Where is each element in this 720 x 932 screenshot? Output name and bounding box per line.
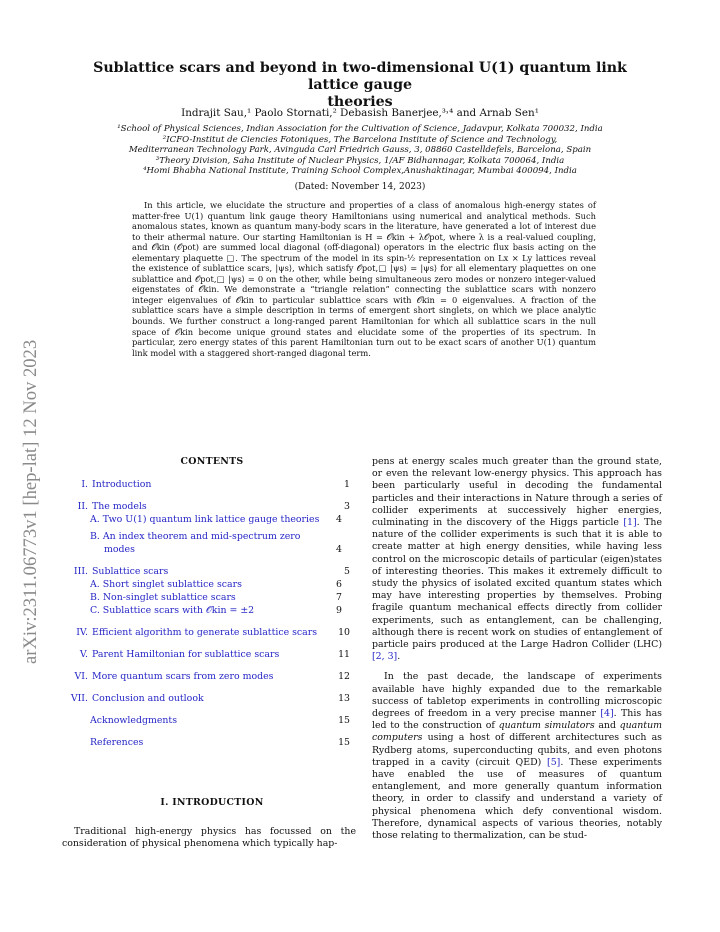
text-run: pens at energy scales much greater than the ground state, or even the relevant low-energy physics. This approach has been particularly useful in decoding the fundamental particles and their interactions in Nature through a series of collider experiments at successively higher energies, culminating in the discovery of the Higgs particle [372, 456, 662, 529]
toc-number: I. [81, 479, 88, 490]
arxiv-stamp-svg [18, 248, 42, 668]
text-run: and [594, 720, 620, 732]
toc-item-sublattice-scars[interactable] [60, 565, 356, 578]
toc-label: Acknowledgments [90, 715, 178, 726]
section-heading-introduction: I. INTRODUCTION [160, 797, 264, 808]
affiliation-line: Mediterranean Technology Park, Avinguda Carl Friedrich Gauss, 3, 08860 Castelldefels, Barcelona, Spain [128, 145, 592, 155]
text-run: . These experiments have enabled the use of measures of quantum entanglement, and more generally quantum information theory, in order to classify and understand a variety of physical phenomena which defy conventional wisdom. Therefore, dynamical aspects of various theories, notably those relating to thermalization, can be stud- [372, 756, 662, 842]
title-line-1: Sublattice scars and beyond in two-dimensional U(1) quantum link lattice gauge [93, 60, 627, 93]
citation-link[interactable]: [2, 3] [372, 651, 398, 663]
text-run: using a host of different architectures such as Rydberg atoms, superconducting qubits, and even photons trapped in a cavity (circuit QED) [372, 732, 662, 768]
intro-paragraph: Traditional high-energy physics has focussed on the consideration of physical phenomena which typically hap- [62, 826, 356, 850]
citation-link[interactable]: [1] [623, 517, 637, 529]
toc-item-index-theorem[interactable]: B. An index theorem and mid-spectrum zero modes 4 [90, 531, 342, 555]
arxiv-stamp-text: arXiv:2311.06773v1 [hep-lat] 12 Nov 2023 [20, 339, 41, 664]
right-column-text [372, 456, 662, 842]
toc-item-more-scars[interactable] [60, 670, 356, 683]
toc-label: Efficient algorithm to generate sublattice scars [92, 627, 318, 638]
toc-label: A. Short singlet sublattice scars [90, 579, 242, 590]
text-run: . The nature of the collider experiments is such that it is able to create matter at high energy densities, while having less control on the microscopic details of particular (eigen)states of interesting theories. This makes it extremely difficult to study the physics of isolated excited quantum states which may have interesting properties by themselves. Probing fragile quantum mechanical effects directly from collider experiments, such as entanglement, can be challenging, although there is recent work on studies of entanglement of particle pairs produced at the Large Hadron Collider (LHC) [372, 517, 662, 651]
toc-page: 13 [338, 693, 350, 704]
citation-link[interactable]: [5] [547, 756, 561, 768]
affiliation-line: ⁴Homi Bhabha National Institute, Training School Complex,Anushaktinagar, Mumbai 400094, India [143, 166, 577, 176]
toc-page: 15 [338, 715, 350, 726]
toc-label: C. Sublattice scars with 𝒪kin = ±2 [90, 605, 255, 616]
toc-label: B. Non-singlet sublattice scars [90, 592, 236, 603]
toc-item-models[interactable] [60, 500, 356, 513]
toc-item-non-singlet[interactable]: B. Non-singlet sublattice scars 7 [90, 592, 342, 603]
toc-item-conclusion[interactable] [60, 692, 356, 705]
paragraph [372, 456, 662, 663]
affiliations [70, 124, 650, 177]
toc-item-acknowledgments[interactable] [60, 714, 356, 727]
affiliation-line: ¹School of Physical Sciences, Indian Association for the Cultivation of Science, Jadavpur, Kolkata 700032, India [117, 124, 603, 134]
toc-item-okin-pm2[interactable]: C. Sublattice scars with 𝒪kin = ±2 9 [90, 605, 342, 616]
text-run: In the past decade, the landscape of experiments available have highly expanded due to the remarkable success of tabletop experiments in controlling microscopic degrees of freedom in a very precise manner [372, 671, 662, 720]
toc-label: Parent Hamiltonian for sublattice scars [92, 649, 280, 660]
toc-label: A. Two U(1) quantum link lattice gauge theories [90, 514, 320, 525]
paper-title [80, 60, 640, 111]
toc-page: 10 [338, 627, 350, 638]
toc-item-efficient-algorithm[interactable] [60, 626, 356, 639]
toc-item-introduction[interactable] [60, 478, 356, 491]
toc-label: Conclusion and outlook [92, 693, 204, 704]
toc-label: Sublattice scars [92, 566, 169, 577]
toc-label: The models [92, 501, 147, 512]
table-of-contents [60, 478, 356, 749]
affiliation-line: ³Theory Division, Saha Institute of Nuclear Physics, 1/AF Bidhannagar, Kolkata 700064, India [155, 155, 565, 166]
toc-number: VII. [70, 693, 88, 704]
toc-page: 11 [338, 649, 350, 660]
toc-item-two-u1-models[interactable]: A. Two U(1) quantum link lattice gauge theories 4 [90, 514, 342, 525]
emphasis: quantum computers [372, 720, 663, 744]
affiliation-line: ²ICFO-Institut de Ciencies Fotoniques, The Barcelona Institute of Science and Technology, [162, 134, 558, 145]
toc-label: B. An index theorem and mid-spectrum zero modes [90, 531, 301, 555]
toc-page: 1 [344, 479, 350, 490]
author-list: Indrajit Sau,¹ Paolo Stornati,² Debasish Banerjee,³˒⁴ and Arnab Sen¹ [181, 107, 539, 119]
toc-page: 15 [338, 737, 350, 748]
toc-page: 12 [338, 671, 350, 682]
arxiv-stamp [18, 248, 42, 668]
abstract: In this article, we elucidate the structure and properties of a class of anomalous high-energy states of matter-free U(1) quantum link gauge theory Hamiltonians using numerical and analytical methods. Such anomalous states, known as quantum many-body scars in the literature, have generated a lot of interest due to their athermal nature. Our starting Hamiltonian is H = 𝒪kin + λ𝒪pot, where λ is a real-valued coupling, and 𝒪kin (𝒪pot) are summed local diagonal (off-diagonal) operators in the electric flux basis acting on the elementary plaquette □. The spectrum of the model in its spin-½ representation on Lx × Ly lattices reveal the existence of sublattice scars, |ψs⟩, which satisfy 𝒪pot,□ |ψs⟩ = |ψs⟩ for all elementary plaquettes on one sublattice and 𝒪pot,□ |ψs⟩ = 0 on the other, while being simultaneous zero modes or nonzero integer-valued eigenstates of 𝒪kin. We demonstrate a “triangle relation” connecting the sublattice scars with nonzero integer eigenvalues of 𝒪kin to particular sublattice scars with 𝒪kin = 0 eigenvalues. A fraction of the sublattice scars have a simple description in terms of emergent short singlets, on which we place analytic bounds. We further construct a long-ranged parent Hamiltonian for which all sublattice scars in the null space of 𝒪kin become unique ground states and elucidate some of the properties of its spectrum. In particular, zero energy states of this parent Hamiltonian turn out to be exact scars of another U(1) quantum link model with a staggered short-ranged diagonal term. [132, 200, 596, 358]
toc-item-references[interactable] [60, 736, 356, 749]
title-line-2: theories [327, 94, 393, 110]
toc-number: IV. [76, 627, 88, 638]
toc-label: References [90, 737, 144, 748]
toc-number: VI. [74, 671, 88, 682]
toc-number: V. [79, 649, 88, 660]
emphasis: quantum simulators [498, 720, 595, 732]
toc-page: 5 [344, 566, 350, 577]
toc-label: Introduction [92, 479, 152, 490]
toc-item-short-singlet[interactable]: A. Short singlet sublattice scars 6 [90, 579, 342, 590]
toc-number: III. [73, 566, 88, 577]
toc-item-parent-hamiltonian[interactable] [60, 648, 356, 661]
citation-link[interactable]: [4] [600, 708, 614, 720]
paragraph [372, 671, 662, 842]
text-run: . This has led to the construction of [372, 708, 662, 732]
date-line: (Dated: November 14, 2023) [294, 182, 426, 192]
toc-page: 3 [344, 501, 350, 512]
contents-heading: CONTENTS [180, 456, 244, 467]
toc-label: More quantum scars from zero modes [92, 671, 274, 682]
text-run: . [397, 651, 401, 663]
toc-number: II. [77, 501, 88, 512]
